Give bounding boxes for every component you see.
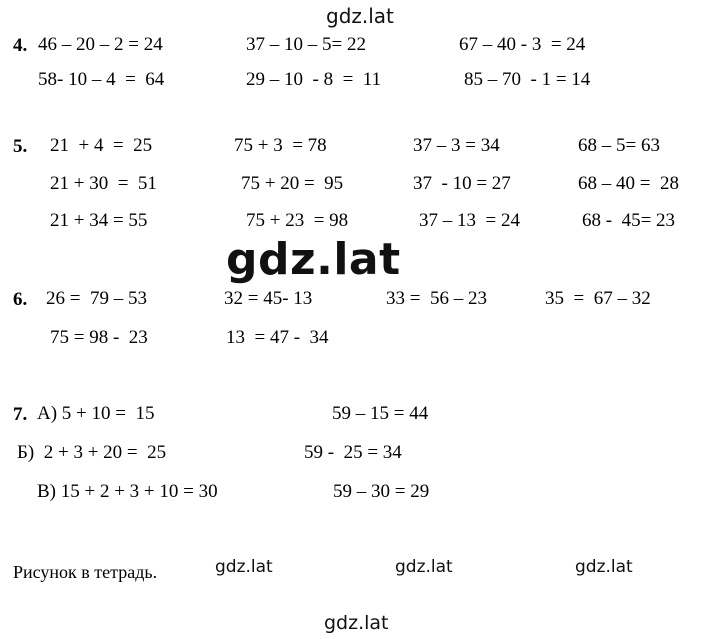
task-5-expression: 37 – 13 = 24	[419, 210, 520, 231]
task-7-expression: 59 - 25 = 34	[304, 442, 402, 463]
task-5-expression: 68 – 5= 63	[578, 135, 660, 156]
task-6-expression: 13 = 47 - 34	[226, 327, 329, 348]
task-5-expression: 21 + 30 = 51	[50, 173, 157, 194]
task-6-expression: 75 = 98 - 23	[50, 327, 148, 348]
task-4-number: 4.	[13, 35, 28, 56]
watermark-footer-left: gdz.lat	[215, 557, 273, 577]
task-5-expression: 75 + 3 = 78	[234, 135, 327, 156]
task-7-expression: А) 5 + 10 = 15	[37, 403, 155, 424]
task-4-expression: 67 – 40 - 3 = 24	[459, 34, 586, 55]
task-5-expression: 21 + 4 = 25	[50, 135, 153, 156]
task-5-expression: 75 + 20 = 95	[241, 173, 344, 194]
watermark-footer-center: gdz.lat	[395, 557, 453, 577]
task-4-expression: 29 – 10 - 8 = 11	[246, 69, 382, 90]
watermark-top: gdz.lat	[326, 4, 394, 28]
watermark-middle: gdz.lat	[226, 234, 401, 285]
task-5-expression: 21 + 34 = 55	[50, 210, 148, 231]
task-6-expression: 26 = 79 – 53	[46, 288, 147, 309]
drawing-note: Рисунок в тетрадь.	[13, 562, 158, 582]
task-5-expression: 37 - 10 = 27	[413, 173, 511, 194]
task-7-expression: 59 – 30 = 29	[333, 481, 430, 502]
watermark-footer-right: gdz.lat	[575, 557, 633, 577]
task-4-expression: 46 – 20 – 2 = 24	[38, 34, 163, 55]
task-5-expression: 37 – 3 = 34	[413, 135, 500, 156]
task-5-expression: 68 - 45= 23	[582, 210, 676, 231]
task-4-expression: 37 – 10 – 5= 22	[246, 34, 366, 55]
task-6-expression: 35 = 67 – 32	[545, 288, 651, 309]
task-7-expression: Б) 2 + 3 + 20 = 25	[17, 442, 167, 463]
task-7-expression: В) 15 + 2 + 3 + 10 = 30	[37, 481, 218, 502]
task-6-number: 6.	[13, 289, 28, 310]
task-6-expression: 32 = 45- 13	[224, 288, 313, 309]
task-5-expression: 68 – 40 = 28	[578, 173, 679, 194]
task-5-number: 5.	[13, 136, 28, 157]
task-7-number: 7.	[13, 404, 28, 425]
task-7-expression: 59 – 15 = 44	[332, 403, 429, 424]
watermark-bottom: gdz.lat	[324, 612, 389, 634]
task-4-expression: 85 – 70 - 1 = 14	[464, 69, 591, 90]
task-5-expression: 75 + 23 = 98	[246, 210, 349, 231]
task-6-expression: 33 = 56 – 23	[386, 288, 487, 309]
task-4-expression: 58- 10 – 4 = 64	[38, 69, 165, 90]
